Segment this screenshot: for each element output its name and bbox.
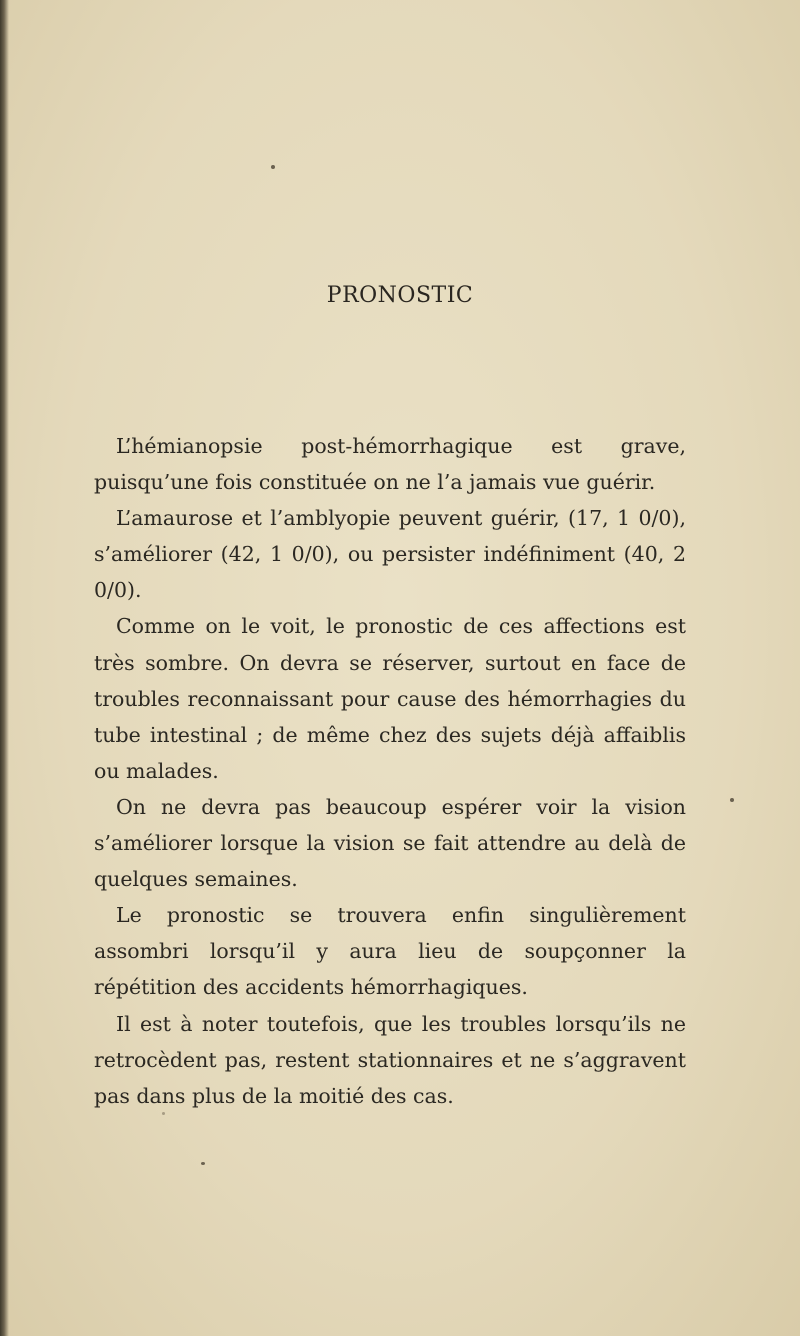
ink-speck (271, 165, 275, 169)
paragraph: Le pronostic se trouvera enfin singulièrement assombri lorsqu’il y aura lieu de soupçonner la répétition des accidents hémorrhagiques. (94, 903, 686, 1000)
page-heading: PRONOSTIC (326, 283, 474, 308)
paragraph: Il est à noter toutefois, que les troubles lorsqu’ils ne retrocèdent pas, restent stationnaires et ne s’aggravent pas dans plus de la moitié des cas. (94, 1011, 686, 1108)
ink-speck (730, 798, 734, 802)
paragraph: Comme on le voit, le pronostic de ces affections est très sombre. On devra se réserver, surtout en face de troubles reconnaissant pour cause des hémorrhagies du tube intestinal ; de même chez des sujets déjà affaiblis ou malades. (94, 614, 686, 783)
ink-speck (201, 1162, 205, 1165)
page-binding-shadow (0, 0, 9, 1336)
body-text (94, 428, 686, 1114)
paragraph: L’hémianopsie post-hémorrhagique est grave, puisqu’une fois constituée on ne l’a jamais vue guérir. (94, 434, 686, 495)
paragraph: L’amaurose et l’amblyopie peuvent guérir, (17, 1 0/0), s’améliorer (42, 1 0/0), ou persister indéfiniment (40, 2 0/0). (94, 506, 686, 603)
paragraph: On ne devra pas beaucoup espérer voir la vision s’améliorer lorsque la vision se fait attendre au delà de quelques semaines. (94, 794, 686, 892)
